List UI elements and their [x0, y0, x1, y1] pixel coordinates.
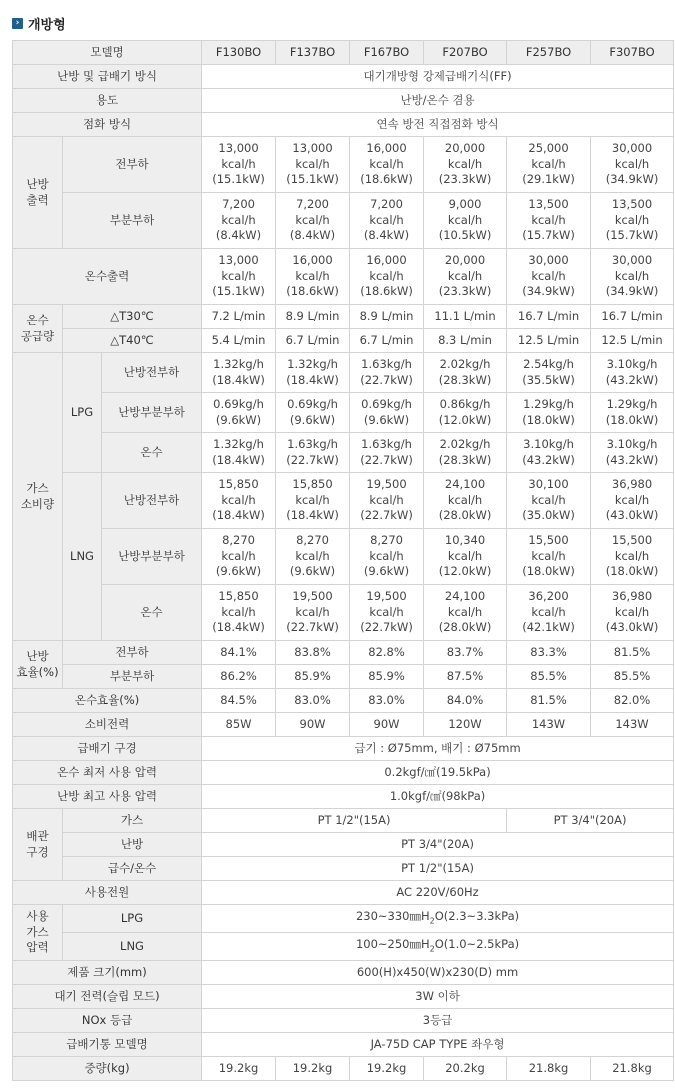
- cell-value: 24,100 kcal/h (28.0kW): [424, 585, 507, 641]
- model-name: F167BO: [350, 41, 424, 65]
- cell-value: 대기개방형 강제급배기식(FF): [202, 65, 674, 89]
- cell-value: 16,000 kcal/h (18.6kW): [350, 249, 424, 305]
- cell-value: 90W: [350, 713, 424, 737]
- cell-value: 15,500 kcal/h (18.0kW): [507, 529, 591, 585]
- table-row: [13, 961, 674, 985]
- row-label: 제품 크기(mm): [13, 961, 202, 985]
- subscript: 2: [429, 915, 435, 925]
- spec-table: [12, 40, 674, 1081]
- cell-value: 19,500 kcal/h (22.7kW): [350, 585, 424, 641]
- model-name: F130BO: [202, 41, 276, 65]
- cell-value: 8.3 L/min: [424, 329, 507, 353]
- table-row: [13, 665, 674, 689]
- pressure-range: 230~330㎜H: [355, 908, 430, 923]
- cell-value: 84.1%: [202, 641, 276, 665]
- row-label: 전부하: [63, 137, 202, 193]
- cell-value: 83.7%: [424, 641, 507, 665]
- table-row: [13, 473, 674, 529]
- table-row: [13, 857, 674, 881]
- row-label: 난방 및 급배기 방식: [13, 65, 202, 89]
- row-label: NOx 등급: [13, 1009, 202, 1033]
- row-label: 난방전부하: [102, 473, 202, 529]
- cell-value: PT 1/2"(15A): [202, 857, 674, 881]
- table-row: [13, 1033, 674, 1057]
- row-label: 온수: [102, 585, 202, 641]
- cell-value: 16,000 kcal/h (18.6kW): [276, 249, 350, 305]
- cell-value: 5.4 L/min: [202, 329, 276, 353]
- subscript: 2: [429, 943, 435, 953]
- row-label: 온수효율(%): [13, 689, 202, 713]
- cell-value: 3등급: [202, 1009, 674, 1033]
- row-label: 용도: [13, 89, 202, 113]
- cell-value: 24,100 kcal/h (28.0kW): [424, 473, 507, 529]
- row-label: 전부하: [63, 641, 202, 665]
- cell-value: 20.2kg: [424, 1057, 507, 1081]
- cell-value: 15,500 kcal/h (18.0kW): [591, 529, 674, 585]
- row-label: 난방전부하: [102, 353, 202, 393]
- cell-value: 84.5%: [202, 689, 276, 713]
- cell-value: 82.0%: [591, 689, 674, 713]
- cell-value: 3W 이하: [202, 985, 674, 1009]
- cell-value: 36,980 kcal/h (43.0kW): [591, 473, 674, 529]
- table-row: [13, 585, 674, 641]
- cell-value: 1.32kg/h (18.4kW): [202, 353, 276, 393]
- cell-value: 1.0kgf/㎠(98kPa): [202, 785, 674, 809]
- cell-value: 30,000 kcal/h (34.9kW): [591, 249, 674, 305]
- group-label: 난방 출력: [13, 137, 63, 249]
- cell-value: 143W: [591, 713, 674, 737]
- table-row: [13, 137, 674, 193]
- cell-value: 30,100 kcal/h (35.0kW): [507, 473, 591, 529]
- cell-value: 1.63kg/h (22.7kW): [276, 433, 350, 473]
- row-label: 점화 방식: [13, 113, 202, 137]
- table-header-row: [13, 41, 674, 65]
- cell-value: 120W: [424, 713, 507, 737]
- cell-value: 86.2%: [202, 665, 276, 689]
- cell-value: 8.9 L/min: [350, 305, 424, 329]
- table-row: [13, 65, 674, 89]
- cell-value: 83.0%: [350, 689, 424, 713]
- cell-value: 1.63kg/h (22.7kW): [350, 433, 424, 473]
- header-label: 모델명: [13, 41, 202, 65]
- cell-value: 85.5%: [507, 665, 591, 689]
- table-row: [13, 809, 674, 833]
- cell-value: 16.7 L/min: [507, 305, 591, 329]
- cell-value: 8,270 kcal/h (9.6kW): [202, 529, 276, 585]
- row-label: 중량(kg): [13, 1057, 202, 1081]
- cell-value: 2.02kg/h (28.3kW): [424, 353, 507, 393]
- row-label: △T30℃: [63, 305, 202, 329]
- cell-value: 1.63kg/h (22.7kW): [350, 353, 424, 393]
- cell-value: 19.2kg: [350, 1057, 424, 1081]
- cell-value: 81.5%: [507, 689, 591, 713]
- cell-value: 급기 : Ø75mm, 배기 : Ø75mm: [202, 737, 674, 761]
- cell-value: PT 1/2"(15A): [202, 809, 507, 833]
- cell-value: 3.10kg/h (43.2kW): [507, 433, 591, 473]
- cell-value: 6.7 L/min: [276, 329, 350, 353]
- table-row: [13, 529, 674, 585]
- cell-value: 12.5 L/min: [591, 329, 674, 353]
- cell-value: 83.0%: [276, 689, 350, 713]
- row-label: 난방부분부하: [102, 529, 202, 585]
- table-row: [13, 1057, 674, 1081]
- cell-value: 13,500 kcal/h (15.7kW): [591, 193, 674, 249]
- row-label: 난방 최고 사용 압력: [13, 785, 202, 809]
- cell-value: 8,270 kcal/h (9.6kW): [276, 529, 350, 585]
- table-row: [13, 393, 674, 433]
- cell-value: 1.29kg/h (18.0kW): [591, 393, 674, 433]
- subgroup-label: LPG: [63, 353, 102, 473]
- table-row: [13, 89, 674, 113]
- row-label: 가스: [63, 809, 202, 833]
- cell-value: AC 220V/60Hz: [202, 881, 674, 905]
- table-row: [13, 689, 674, 713]
- cell-value: 13,000 kcal/h (15.1kW): [202, 137, 276, 193]
- table-row: [13, 249, 674, 305]
- cell-value: 19.2kg: [276, 1057, 350, 1081]
- cell-value: 16.7 L/min: [591, 305, 674, 329]
- cell-value: 36,200 kcal/h (42.1kW): [507, 585, 591, 641]
- cell-value: 2.02kg/h (28.3kW): [424, 433, 507, 473]
- row-label: 급배기통 모델명: [13, 1033, 202, 1057]
- cell-value: 13,000 kcal/h (15.1kW): [202, 249, 276, 305]
- table-row: [13, 113, 674, 137]
- table-row: [13, 833, 674, 857]
- cell-value: 1.29kg/h (18.0kW): [507, 393, 591, 433]
- section-title: 개방형: [28, 17, 66, 33]
- table-row: [13, 433, 674, 473]
- cell-value: 12.5 L/min: [507, 329, 591, 353]
- cell-value: 19,500 kcal/h (22.7kW): [350, 473, 424, 529]
- row-label: 온수 최저 사용 압력: [13, 761, 202, 785]
- model-name: F307BO: [591, 41, 674, 65]
- cell-value: 7,200 kcal/h (8.4kW): [202, 193, 276, 249]
- row-label: LPG: [63, 905, 202, 933]
- cell-value: 85.5%: [591, 665, 674, 689]
- cell-value: 83.3%: [507, 641, 591, 665]
- row-label: LNG: [63, 933, 202, 961]
- row-label: △T40℃: [63, 329, 202, 353]
- table-row: [13, 737, 674, 761]
- group-label: 사용 가스 압력: [13, 905, 63, 961]
- cell-value: 85W: [202, 713, 276, 737]
- cell-value: 8,270 kcal/h (9.6kW): [350, 529, 424, 585]
- chevron-right-icon: ›: [12, 18, 23, 29]
- group-label: 난방 효율(%): [13, 641, 63, 689]
- cell-value: 85.9%: [276, 665, 350, 689]
- cell-value: PT 3/4"(20A): [202, 833, 674, 857]
- row-label: 급배기 구경: [13, 737, 202, 761]
- cell-value: 83.8%: [276, 641, 350, 665]
- cell-value: 7,200 kcal/h (8.4kW): [276, 193, 350, 249]
- cell-value: 20,000 kcal/h (23.3kW): [424, 249, 507, 305]
- cell-value: 0.69kg/h (9.6kW): [202, 393, 276, 433]
- row-label: 부분부하: [63, 193, 202, 249]
- table-row: [13, 785, 674, 809]
- cell-value: [202, 905, 674, 933]
- cell-value: 600(H)x450(W)x230(D) mm: [202, 961, 674, 985]
- pressure-range: 100~250㎜H: [355, 936, 430, 951]
- cell-value: 36,980 kcal/h (43.0kW): [591, 585, 674, 641]
- table-row: [13, 353, 674, 393]
- cell-value: 30,000 kcal/h (34.9kW): [591, 137, 674, 193]
- cell-value: [202, 933, 674, 961]
- table-row: [13, 881, 674, 905]
- cell-value: 82.8%: [350, 641, 424, 665]
- cell-value: 1.32kg/h (18.4kW): [202, 433, 276, 473]
- cell-value: 3.10kg/h (43.2kW): [591, 353, 674, 393]
- row-label: 급수/온수: [63, 857, 202, 881]
- row-label: 난방: [63, 833, 202, 857]
- cell-value: 81.5%: [591, 641, 674, 665]
- cell-value: 87.5%: [424, 665, 507, 689]
- pressure-unit: O(1.0~2.5kPa): [434, 936, 520, 951]
- table-row: [13, 905, 674, 933]
- table-row: [13, 933, 674, 961]
- group-label: 배관 구경: [13, 809, 63, 881]
- cell-value: 7,200 kcal/h (8.4kW): [350, 193, 424, 249]
- cell-value: 0.69kg/h (9.6kW): [350, 393, 424, 433]
- cell-value: 0.69kg/h (9.6kW): [276, 393, 350, 433]
- model-name: F137BO: [276, 41, 350, 65]
- row-label: 부분부하: [63, 665, 202, 689]
- cell-value: 15,850 kcal/h (18.4kW): [276, 473, 350, 529]
- cell-value: 7.2 L/min: [202, 305, 276, 329]
- table-row: [13, 985, 674, 1009]
- group-label: 가스 소비량: [13, 353, 63, 641]
- cell-value: 21.8kg: [507, 1057, 591, 1081]
- row-label: 온수출력: [13, 249, 202, 305]
- cell-value: PT 3/4"(20A): [507, 809, 674, 833]
- cell-value: 10,340 kcal/h (12.0kW): [424, 529, 507, 585]
- cell-value: 21.8kg: [591, 1057, 674, 1081]
- row-label: 소비전력: [13, 713, 202, 737]
- cell-value: 8.9 L/min: [276, 305, 350, 329]
- cell-value: 25,000 kcal/h (29.1kW): [507, 137, 591, 193]
- row-label: 대기 전력(슬립 모드): [13, 985, 202, 1009]
- cell-value: 13,000 kcal/h (15.1kW): [276, 137, 350, 193]
- section-header: [12, 13, 66, 33]
- cell-value: 30,000 kcal/h (34.9kW): [507, 249, 591, 305]
- row-label: 온수: [102, 433, 202, 473]
- table-row: [13, 305, 674, 329]
- table-row: [13, 193, 674, 249]
- cell-value: 1.32kg/h (18.4kW): [276, 353, 350, 393]
- cell-value: 143W: [507, 713, 591, 737]
- cell-value: 3.10kg/h (43.2kW): [591, 433, 674, 473]
- cell-value: JA-75D CAP TYPE 좌우형: [202, 1033, 674, 1057]
- table-row: [13, 1009, 674, 1033]
- cell-value: 6.7 L/min: [350, 329, 424, 353]
- cell-value: 난방/온수 겸용: [202, 89, 674, 113]
- cell-value: 15,850 kcal/h (18.4kW): [202, 473, 276, 529]
- cell-value: 90W: [276, 713, 350, 737]
- cell-value: 15,850 kcal/h (18.4kW): [202, 585, 276, 641]
- model-name: F257BO: [507, 41, 591, 65]
- cell-value: 11.1 L/min: [424, 305, 507, 329]
- table-row: [13, 641, 674, 665]
- group-label: 온수 공급량: [13, 305, 63, 353]
- model-name: F207BO: [424, 41, 507, 65]
- pressure-unit: O(2.3~3.3kPa): [434, 908, 520, 923]
- table-row: [13, 713, 674, 737]
- cell-value: 84.0%: [424, 689, 507, 713]
- cell-value: 19,500 kcal/h (22.7kW): [276, 585, 350, 641]
- cell-value: 16,000 kcal/h (18.6kW): [350, 137, 424, 193]
- cell-value: 0.86kg/h (12.0kW): [424, 393, 507, 433]
- cell-value: 0.2kgf/㎠(19.5kPa): [202, 761, 674, 785]
- subgroup-label: LNG: [63, 473, 102, 641]
- table-row: [13, 761, 674, 785]
- row-label: 난방부분부하: [102, 393, 202, 433]
- cell-value: 9,000 kcal/h (10.5kW): [424, 193, 507, 249]
- cell-value: 연속 방전 직접점화 방식: [202, 113, 674, 137]
- cell-value: 85.9%: [350, 665, 424, 689]
- table-row: [13, 329, 674, 353]
- cell-value: 19.2kg: [202, 1057, 276, 1081]
- cell-value: 13,500 kcal/h (15.7kW): [507, 193, 591, 249]
- row-label: 사용전원: [13, 881, 202, 905]
- cell-value: 20,000 kcal/h (23.3kW): [424, 137, 507, 193]
- cell-value: 2.54kg/h (35.5kW): [507, 353, 591, 393]
